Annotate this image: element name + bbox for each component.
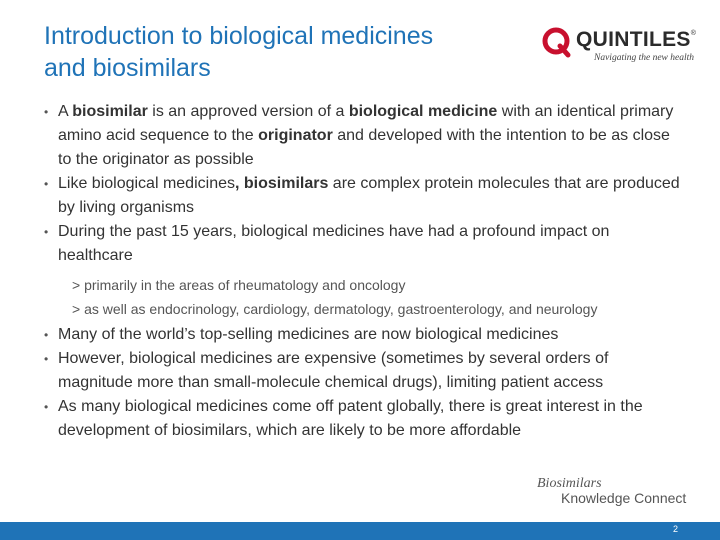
page-number: 2	[672, 524, 678, 534]
bold-term: biological medicine	[348, 103, 498, 120]
bullet-item	[44, 395, 684, 443]
bullet-item	[44, 100, 684, 172]
brand-line-1: Biosimilars	[537, 476, 602, 491]
logo-tagline: Navigating the new health	[594, 53, 695, 63]
bullet-text: A	[58, 103, 73, 120]
title-line-1: Introduction to biological medicines	[44, 22, 434, 50]
biosimilars-knowledge-connect-logo	[537, 476, 686, 506]
slide-body	[44, 100, 684, 443]
bullet-dot-icon: •	[44, 352, 49, 366]
bullet-dot-icon: •	[44, 225, 49, 239]
bullet-text: and developed with the intention to be as close to the originator as possible	[58, 127, 670, 168]
bullet-list	[44, 100, 684, 443]
bullet-text: As many biological medicines come off patent globally, there is great interest in the development of biosimilars, which are likely to be more affordable	[58, 398, 643, 439]
brand-line-2: Knowledge Connect	[561, 490, 687, 506]
bullet-item	[44, 347, 684, 395]
bold-term: originator	[258, 127, 333, 144]
sub-bullet-item: > as well as endocrinology, cardiology, dermatology, gastroenterology, and neurology	[72, 301, 598, 317]
bullet-text: are complex protein molecules that are produced by living organisms	[58, 175, 680, 216]
logo-name: QUINTILES	[576, 28, 691, 51]
bullet-text: with an identical primary amino acid sequence to the	[58, 103, 674, 144]
bullet-dot-icon: •	[44, 328, 49, 342]
bold-term: , biosimilars	[234, 175, 329, 192]
logo-trademark: ®	[690, 30, 697, 37]
footer-bar	[0, 522, 720, 540]
bullet-text: During the past 15 years, biological medicines have had a profound impact on healthcare	[58, 223, 610, 264]
bullet-item	[44, 323, 684, 347]
slide-title	[44, 20, 514, 84]
bullet-item	[44, 172, 684, 220]
bullet-text: Many of the world’s top-selling medicines are now biological medicines	[58, 326, 559, 343]
bullet-dot-icon: •	[44, 400, 49, 414]
sub-bullet-list	[58, 273, 684, 321]
sub-bullet-item: > primarily in the areas of rheumatology and oncology	[72, 277, 406, 293]
bullet-text: is an approved version of a	[147, 103, 349, 120]
bullet-dot-icon: •	[44, 105, 49, 119]
title-line-2: and biosimilars	[44, 54, 211, 82]
quintiles-logo	[540, 22, 705, 67]
quintiles-q-icon	[540, 26, 572, 58]
bullet-item	[44, 220, 684, 321]
bullet-dot-icon: •	[44, 177, 49, 191]
bullet-text: However, biological medicines are expensive (sometimes by several orders of magnitude more than small-molecule chemical drugs), limiting patient access	[58, 350, 609, 391]
bullet-text: Like biological medicines	[58, 175, 235, 192]
logo-wordmark	[576, 28, 696, 52]
bold-term: biosimilar	[72, 103, 148, 120]
